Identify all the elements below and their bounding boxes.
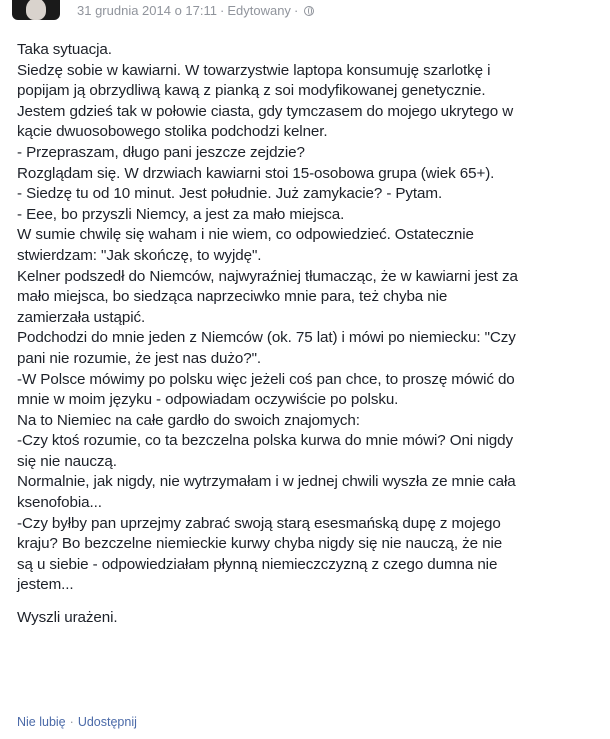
- post-text-line: kącie dwuosobowego stolika podchodzi kelner.: [17, 123, 328, 141]
- post-text-line: - Siedzę tu od 10 minut. Jest południe. Już zamykacie? - Pytam.: [17, 185, 443, 203]
- meta-separator-2: ·: [293, 3, 299, 18]
- post-text-line: Na to Niemiec na całe gardło do swoich znajomych:: [17, 411, 360, 429]
- post-text-line: stwierdzam: "Jak skończę, to wyjdę".: [17, 246, 262, 264]
- post-text-line: - Eee, bo przyszli Niemcy, a jest za mało miejsca.: [17, 205, 345, 223]
- avatar[interactable]: [12, 0, 60, 20]
- post-text-line: Jestem gdzieś tak w połowie ciasta, gdy tymczasem do mojego ukrytego w: [17, 102, 514, 120]
- post-text-line: mało miejsca, bo siedząca naprzeciwko mnie para, też chyba nie: [17, 288, 448, 306]
- post-text-line: Normalnie, jak nigdy, nie wytrzymałam i w jednej chwili wyszła ze mnie cała: [17, 473, 516, 491]
- post-meta: [77, 3, 314, 19]
- post-text-line: -W Polsce mówimy po polsku więc jeżeli coś pan chce, to proszę mówić do: [17, 370, 515, 388]
- post-text-line: Taka sytuacja.: [17, 41, 112, 58]
- share-button[interactable]: Udostępnij: [77, 715, 137, 729]
- post-text-line: Rozglądam się. W drzwiach kawiarni stoi 15-osobowa grupa (wiek 65+).: [17, 164, 495, 182]
- unlike-button[interactable]: Nie lubię: [17, 715, 66, 729]
- edited-label[interactable]: Edytowany: [227, 3, 291, 18]
- post-text-line: ksenofobia...: [17, 494, 102, 512]
- post-text-line: są u siebie - odpowiedziałam płynną niemieczczyzną z czego dumna nie: [17, 555, 498, 573]
- post-text: [17, 40, 610, 629]
- actions-separator: ·: [69, 715, 74, 729]
- post-actions: [17, 715, 137, 729]
- avatar-face: [26, 0, 46, 20]
- post-text-line: -Czy ktoś rozumie, co ta bezczelna polska kurwa do mnie mówi? Oni nigdy: [17, 432, 513, 450]
- post-text-line: zamierzała ustąpić.: [17, 308, 146, 326]
- post-text-line: Siedzę sobie w kawiarni. W towarzystwie laptopa konsumuję szarlotkę i: [17, 61, 491, 79]
- globe-icon[interactable]: [304, 6, 314, 16]
- post-text-line: Wyszli urażeni.: [17, 609, 118, 627]
- post-text-line: W sumie chwilę się waham i nie wiem, co odpowiedzieć. Ostatecznie: [17, 226, 474, 244]
- post-text-line: pani nie rozumie, że jest nas dużo?".: [17, 349, 261, 367]
- meta-separator: ·: [220, 3, 225, 18]
- post-text-line: - Przepraszam, długo pani jeszcze zejdzie?: [17, 143, 305, 161]
- paragraph-gap: [17, 596, 610, 608]
- post-timestamp[interactable]: 31 grudnia 2014 o 17:11: [77, 3, 217, 18]
- post-text-line: jestem...: [17, 576, 74, 594]
- post-text-line: się nie nauczą.: [17, 452, 117, 470]
- post-text-line: popijam ją obrzydliwą kawą z pianką z soi modyfikowanej genetycznie.: [17, 82, 486, 100]
- post-text-line: -Czy byłby pan uprzejmy zabrać swoją starą esesmańską dupę z mojego: [17, 514, 501, 532]
- post-text-line: mnie w moim języku - odpowiadam oczywiście po polsku.: [17, 391, 399, 409]
- post-text-line: Kelner podszedł do Niemców, najwyraźniej tłumacząc, że w kawiarni jest za: [17, 267, 518, 285]
- post-text-line: Podchodzi do mnie jeden z Niemców (ok. 75 lat) i mówi po niemiecku: "Czy: [17, 329, 516, 347]
- post-text-line: kraju? Bo bezczelne niemieckie kurwy chyba nigdy się nie nauczą, że nie: [17, 535, 503, 553]
